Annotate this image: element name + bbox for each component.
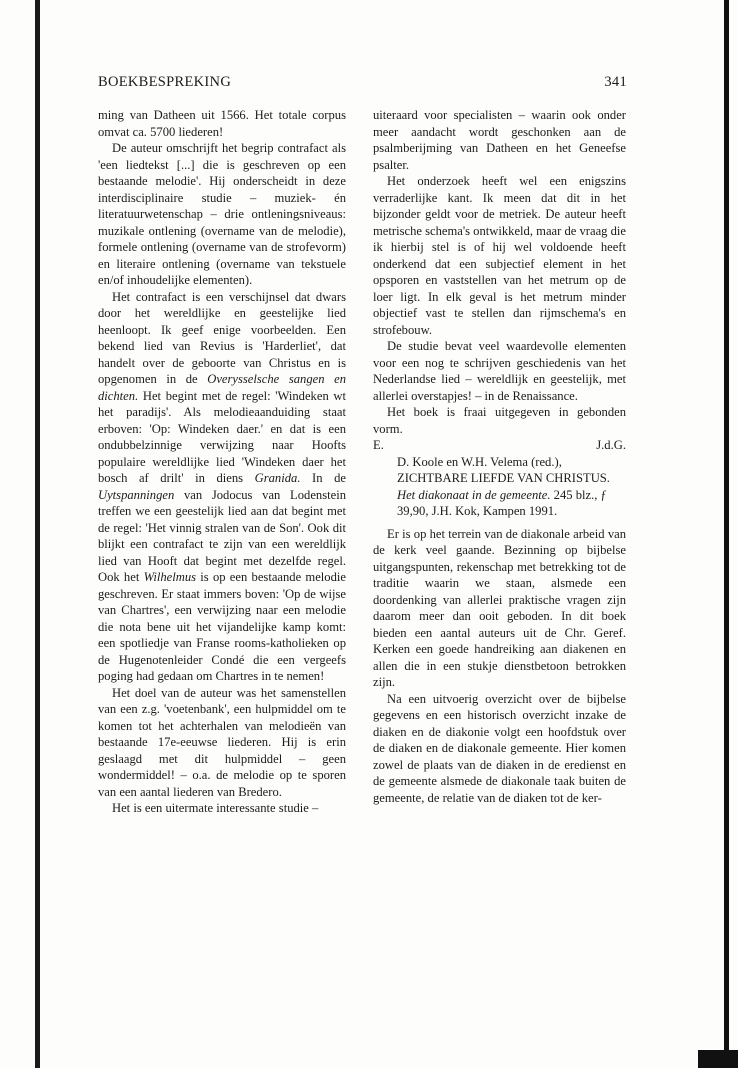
bib-authors-title: D. Koole en W.H. Velema (red.), ZICHTBARE LIEFDE VAN CHRISTUS. — [397, 454, 610, 485]
book-title: Overysselsche sangen en dichten. — [98, 372, 346, 403]
text-run: In de — [300, 471, 346, 485]
left-column — [98, 107, 346, 817]
bibliographic-entry — [373, 454, 626, 520]
paragraph — [98, 289, 346, 685]
paragraph: Het doel van de auteur was het samenstellen van een z.g. 'voetenbank', een hulpmiddel om te komen tot het achterhalen van melodieën van bestaande 17e-eeuwse liederen. Hij is erin geslaagd met dit hulpmiddel – geen wondermiddel! – o.a. de melodie op te sporen van een aantal liederen van Bredero. — [98, 685, 346, 799]
text-run: van Jodocus van Lodenstein treffen we een geestelijk lied aan dat begint met de regel: 'Het vinnig stralen van de Son'. Ook dit blijkt een contrafact te zijn van een wereldlijk lied van Hooft dat begint met dezelfde regel. Ook het — [98, 487, 346, 584]
paragraph: Het boek is fraai uitgegeven in gebonden vorm. — [373, 405, 626, 436]
paragraph: Er is op het terrein van de diakonale arbeid van de kerk veel gaande. Bezinning op bijbelse uitgangspunten, rekenschap met betrekking tot de traditie waarin we staan, alsmede een doordenking van allerlei praktische vragen zijn daarom meer dan ooit geboden. In dit boek bieden een aantal auteurs uit de Chr. Geref. Kerken een goede handreiking aan diakenen en allen die in een stukje dienstbetoon betrokken zijn. — [373, 526, 626, 689]
running-header — [98, 74, 627, 94]
book-title: Uytspanningen — [98, 487, 175, 502]
paragraph: Het is een uitermate interessante studie – — [112, 801, 319, 815]
paragraph: Na een uitvoerig overzicht over de bijbelse gegevens en een historisch overzicht inzake de diaken en de diakonie volgt een hoofdstuk over de diaken en de diakonale gemeente. Hier komen zowel de plaats van de diaken in de eredienst en de gemeente alsmede de diakonale taak buiten de gemeente, de relatie van de diaken tot de ker- — [373, 691, 626, 805]
section-title: BOEKBESPREKING — [98, 74, 232, 90]
paragraph: Het onderzoek heeft wel een enigszins verraderlijke kant. Ik meen dat dit in het bijzonder geldt voor de metriek. De auteur heeft metrische schema's ontwikkeld, maar de vraag die ik hierbij stel is of hij wel voldoende heeft onderkend dat een subjectief element in het opsporen en vaststellen van het metrum op de loer ligt. In elk geval is het metrum minder objectief vast te stellen dan rijmschema's en strofebouw. — [373, 174, 627, 337]
bib-subtitle: Het diakonaat in de gemeente. — [397, 487, 551, 502]
song-title: Wilhelmus — [143, 570, 197, 584]
page-number: 341 — [604, 74, 627, 90]
text-run: Het contrafact is een verschijnsel dat dwars door het wereldlijke en geestelijke lied heenloopt. Ik geef enige voorbeelden. Een bekend lied van Revius is 'Harderliet', dat handelt over de geboorte van Christus en is opgenomen in de — [98, 289, 346, 386]
scan-left-edge — [35, 0, 40, 1068]
paragraph: De studie bevat veel waardevolle elementen voor een nog te schrijven geschiedenis van het Nederlandse lied – wereldlijk en geestelijk, met allerlei overstapjes! – in de Renaissance. — [373, 339, 626, 403]
paragraph: uiteraard voor specialisten – waarin ook onder meer aandacht wordt geschonken aan de psalmberijming van Datheen en het Geneefse psalter. — [373, 108, 626, 172]
paragraph: ming van Datheen uit 1566. Het totale corpus omvat ca. 5700 liederen! — [98, 108, 346, 139]
signature-initial: E. — [373, 438, 384, 452]
scan-corner-mark — [698, 1050, 738, 1068]
review-signature — [373, 437, 626, 454]
book-title: Granida. — [254, 471, 301, 485]
text-run: is op een bestaande melodie geschreven. Er staat immers boven: 'Op de wijse van Chartres', een verwijzing naar een melodie die nota bene uit het vijandelijke kamp komt: een spotliedje van Franse rooms-katholieken op de Hugenotenleider Condé die een vergeefs poging had gedaan om Chartres in te nemen! — [98, 570, 346, 683]
bib-details: 245 blz., ƒ 39,90, J.H. Kok, Kampen 1991. — [397, 487, 607, 518]
right-column — [373, 107, 626, 806]
paragraph: De auteur omschrijft het begrip contrafact als 'een liedtekst [...] die is geschreven op een bestaande melodie'. Hij onderscheidt in deze interdisciplinaire studie – muziek- én literatuurwetenschap – drie ontleningsniveaus: muzikale ontlening (overname van de melodie), formele ontlening (overname van de strofevorm) en literaire ontlening (overname van tekstuele en/of inhoudelijke elementen). — [98, 141, 346, 287]
reviewer-initials: J.d.G. — [596, 438, 626, 452]
text-run: Het begint met de regel: 'Windeken wt het paradijs'. Als melodieaanduiding staat erboven: 'Op: Windeken daer.' en dat is een ondubbelzinnige verwijzing naar Hoofts populaire wereldlijke lied 'Windeken daer het bosch af drilt' in diens — [98, 388, 346, 485]
scan-right-edge — [724, 0, 729, 1068]
